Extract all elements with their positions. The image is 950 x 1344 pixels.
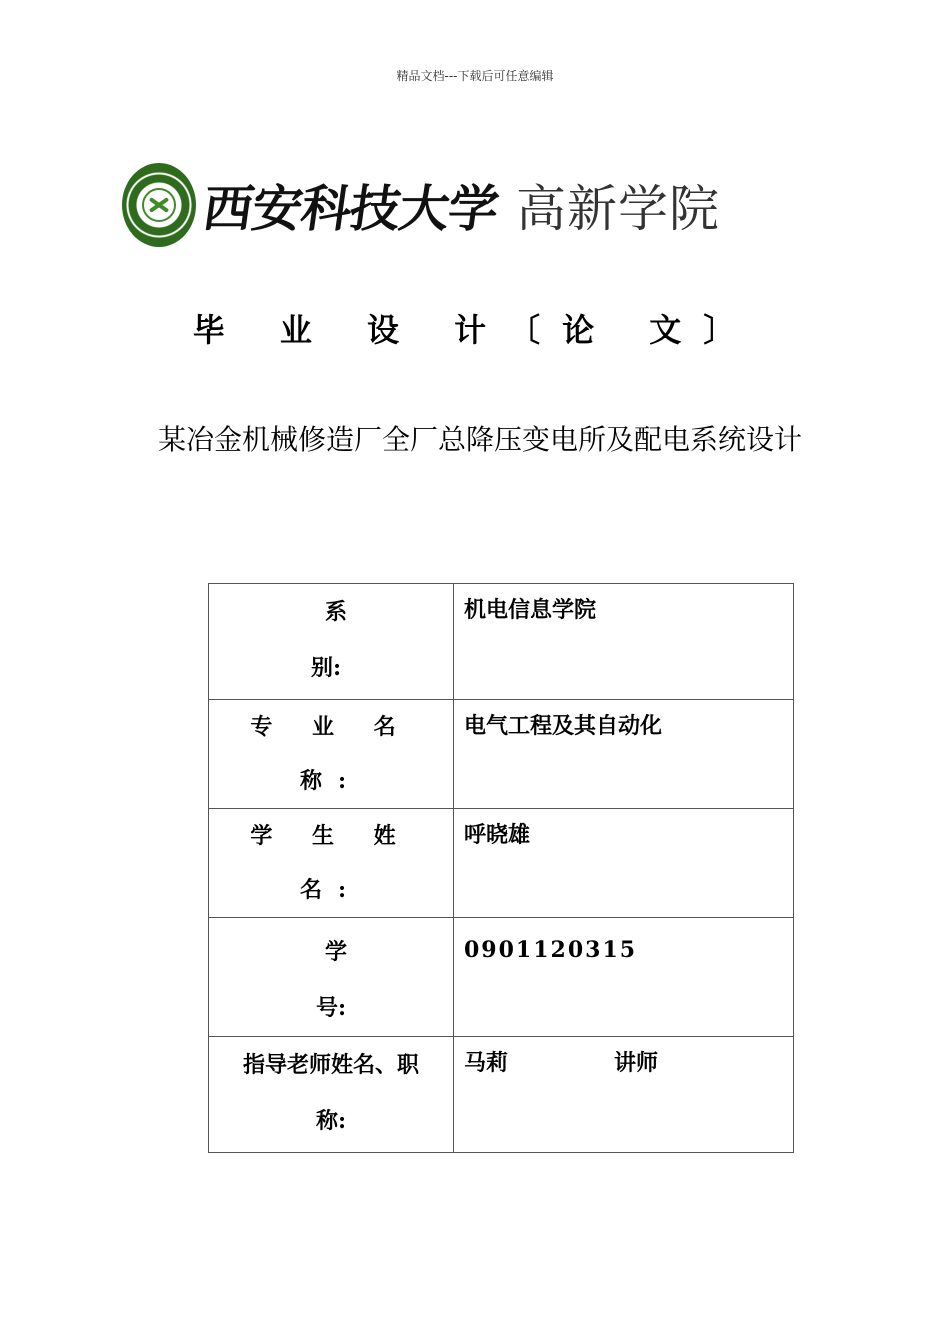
- advisor-title: 讲师: [614, 1050, 659, 1076]
- table-row: [209, 584, 794, 700]
- college-seal-icon: [122, 163, 196, 247]
- student-name-label: 学 生 姓 名:: [209, 809, 454, 918]
- table-row: [209, 700, 794, 809]
- department-value: 机电信息学院: [454, 584, 794, 700]
- department-label: 系 别:: [209, 584, 454, 700]
- student-id-value: 0901120315: [454, 918, 794, 1037]
- table-row: [209, 1037, 794, 1153]
- student-info-table: [208, 583, 794, 1153]
- college-name: 高新学院: [516, 180, 720, 238]
- thesis-subject: 某冶金机械修造厂全厂总降压变电所及配电系统设计: [157, 423, 802, 456]
- student-id-label: 学 号:: [209, 918, 454, 1037]
- advisor-name: 马莉: [464, 1050, 509, 1076]
- thesis-title: 毕 业 设 计〔论 文〕: [192, 311, 758, 349]
- header-note: 精品文档---下载后可任意编辑: [396, 69, 554, 83]
- student-name-value: 呼晓雄: [454, 809, 794, 918]
- major-label: 专 业 名 称:: [209, 700, 454, 809]
- table-row: [209, 809, 794, 918]
- advisor-label: 指导老师姓名、职 称:: [209, 1037, 454, 1153]
- college-logo: [122, 160, 720, 250]
- table-row: [209, 918, 794, 1037]
- advisor-value: [454, 1037, 794, 1153]
- university-name-script: 西安科技大学: [199, 179, 502, 238]
- major-value: 电气工程及其自动化: [454, 700, 794, 809]
